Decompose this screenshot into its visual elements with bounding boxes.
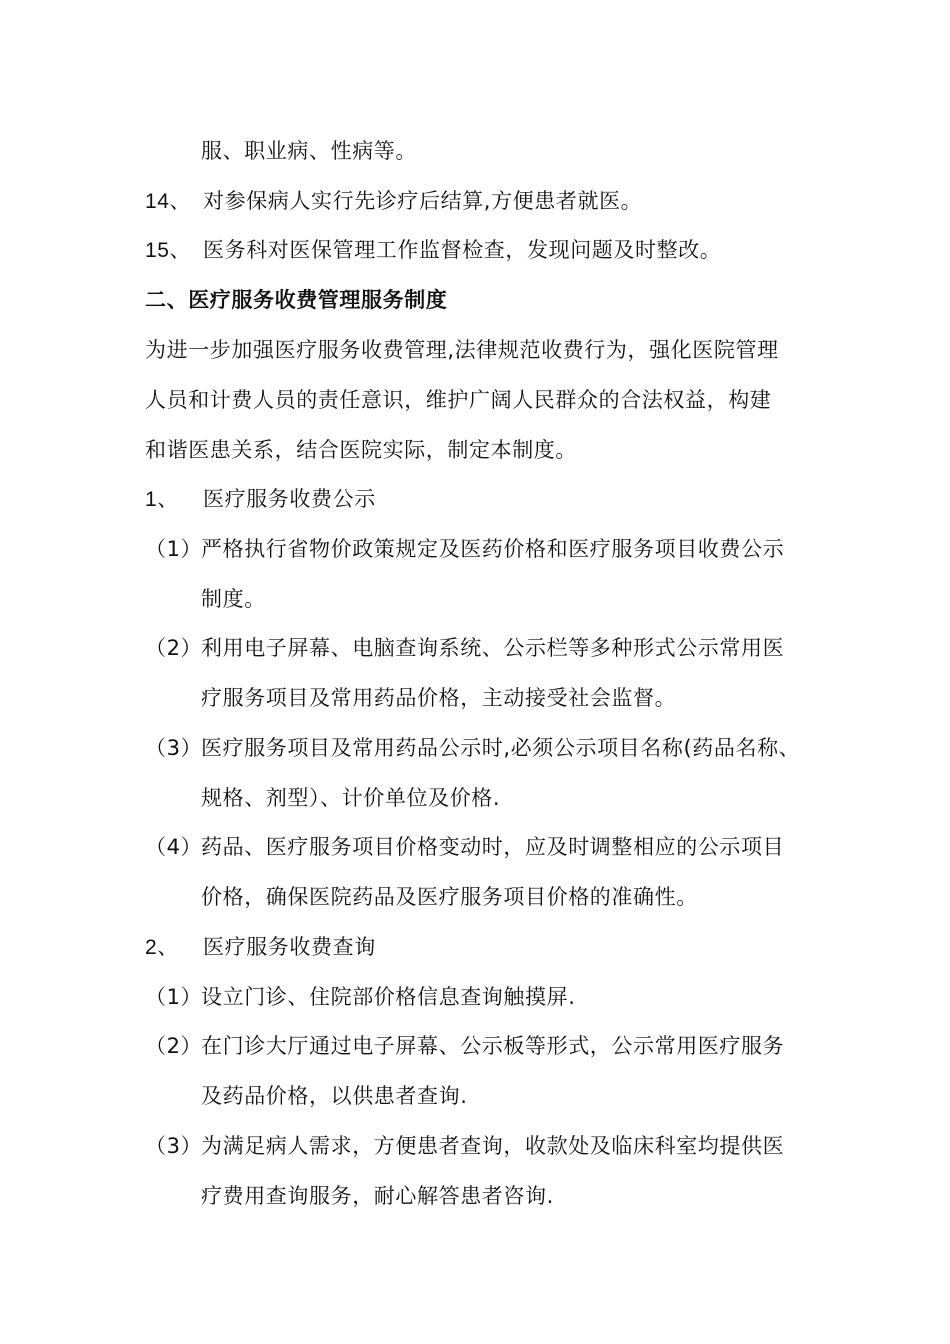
sub-item-number: （2） (145, 1034, 203, 1058)
sub-item-text: 利用电子屏幕、电脑查询系统、公示栏等多种形式公示常用医 (201, 636, 785, 660)
sub-item (145, 734, 800, 762)
sub-item (145, 983, 575, 1011)
sub-item (145, 634, 784, 662)
line-text: 为进一步加强医疗服务收费管理,法律规范收费行为，强化医院管理 (145, 338, 779, 362)
line-text: 价格，确保医院药品及医疗服务项目价格的准确性。 (201, 885, 698, 909)
line-text: 疗服务项目及常用药品价格，主动接受社会监督。 (201, 686, 677, 710)
continuation-line (201, 585, 266, 613)
sub-item-text: 医疗服务项目及常用药品公示时,必须公示项目名称(药品名称、 (201, 736, 801, 760)
item-text: 医疗服务收费公示 (203, 487, 376, 511)
numbered-item (145, 933, 376, 962)
numbered-item (145, 236, 721, 265)
sub-item-number: （1） (145, 985, 203, 1009)
line-text: 规格、剂型）、计价单位及价格. (201, 786, 501, 810)
sub-item (145, 535, 784, 563)
continuation-line (201, 137, 417, 165)
sub-item (145, 1032, 784, 1060)
line-text: 及药品价格，以供患者查询. (201, 1084, 468, 1108)
sub-item-number: （2） (145, 636, 203, 660)
sub-item-text: 为满足病人需求，方便患者查询，收款处及临床科室均提供医 (201, 1134, 785, 1158)
sub-item-number: （3） (145, 736, 203, 760)
item-text: 医务科对医保管理工作监督检查，发现问题及时整改。 (203, 238, 722, 262)
continuation-line (201, 684, 676, 712)
paragraph-line (145, 436, 577, 464)
paragraph-line (145, 386, 771, 414)
line-text: 服、职业病、性病等。 (201, 139, 417, 163)
item-text: 医疗服务收费查询 (203, 935, 376, 959)
continuation-line (201, 883, 698, 911)
item-number: 2、 (145, 936, 179, 959)
line-text: 人员和计费人员的责任意识，维护广阔人民群众的合法权益，构建 (145, 388, 772, 412)
item-number: 1、 (145, 488, 179, 511)
line-text: 疗费用查询服务，耐心解答患者咨询. (201, 1184, 554, 1208)
item-number: 15、 (145, 239, 192, 262)
paragraph-line (145, 336, 779, 364)
sub-item-number: （3） (145, 1134, 203, 1158)
numbered-item (145, 187, 642, 216)
continuation-line (201, 1082, 467, 1110)
heading-text: 二、医疗服务收费管理服务制度 (145, 288, 448, 312)
sub-item-number: （4） (145, 835, 203, 859)
sub-item-text: 药品、医疗服务项目价格变动时，应及时调整相应的公示项目 (201, 835, 785, 859)
line-text: 和谐医患关系，结合医院实际，制定本制度。 (145, 438, 577, 462)
item-number: 14、 (145, 190, 192, 213)
section-heading (145, 286, 447, 314)
continuation-line (201, 1182, 554, 1210)
sub-item (145, 1132, 784, 1160)
sub-item-number: （1） (145, 537, 203, 561)
sub-item-text: 在门诊大厅通过电子屏幕、公示板等形式，公示常用医疗服务 (201, 1034, 785, 1058)
sub-item-text: 严格执行省物价政策规定及医药价格和医疗服务项目收费公示 (201, 537, 785, 561)
item-text: 对参保病人实行先诊疗后结算,方便患者就医。 (203, 189, 643, 213)
sub-item (145, 833, 784, 861)
continuation-line (201, 784, 500, 812)
sub-item-text: 设立门诊、住院部价格信息查询触摸屏. (201, 985, 576, 1009)
line-text: 制度。 (201, 587, 266, 611)
numbered-item (145, 485, 376, 514)
